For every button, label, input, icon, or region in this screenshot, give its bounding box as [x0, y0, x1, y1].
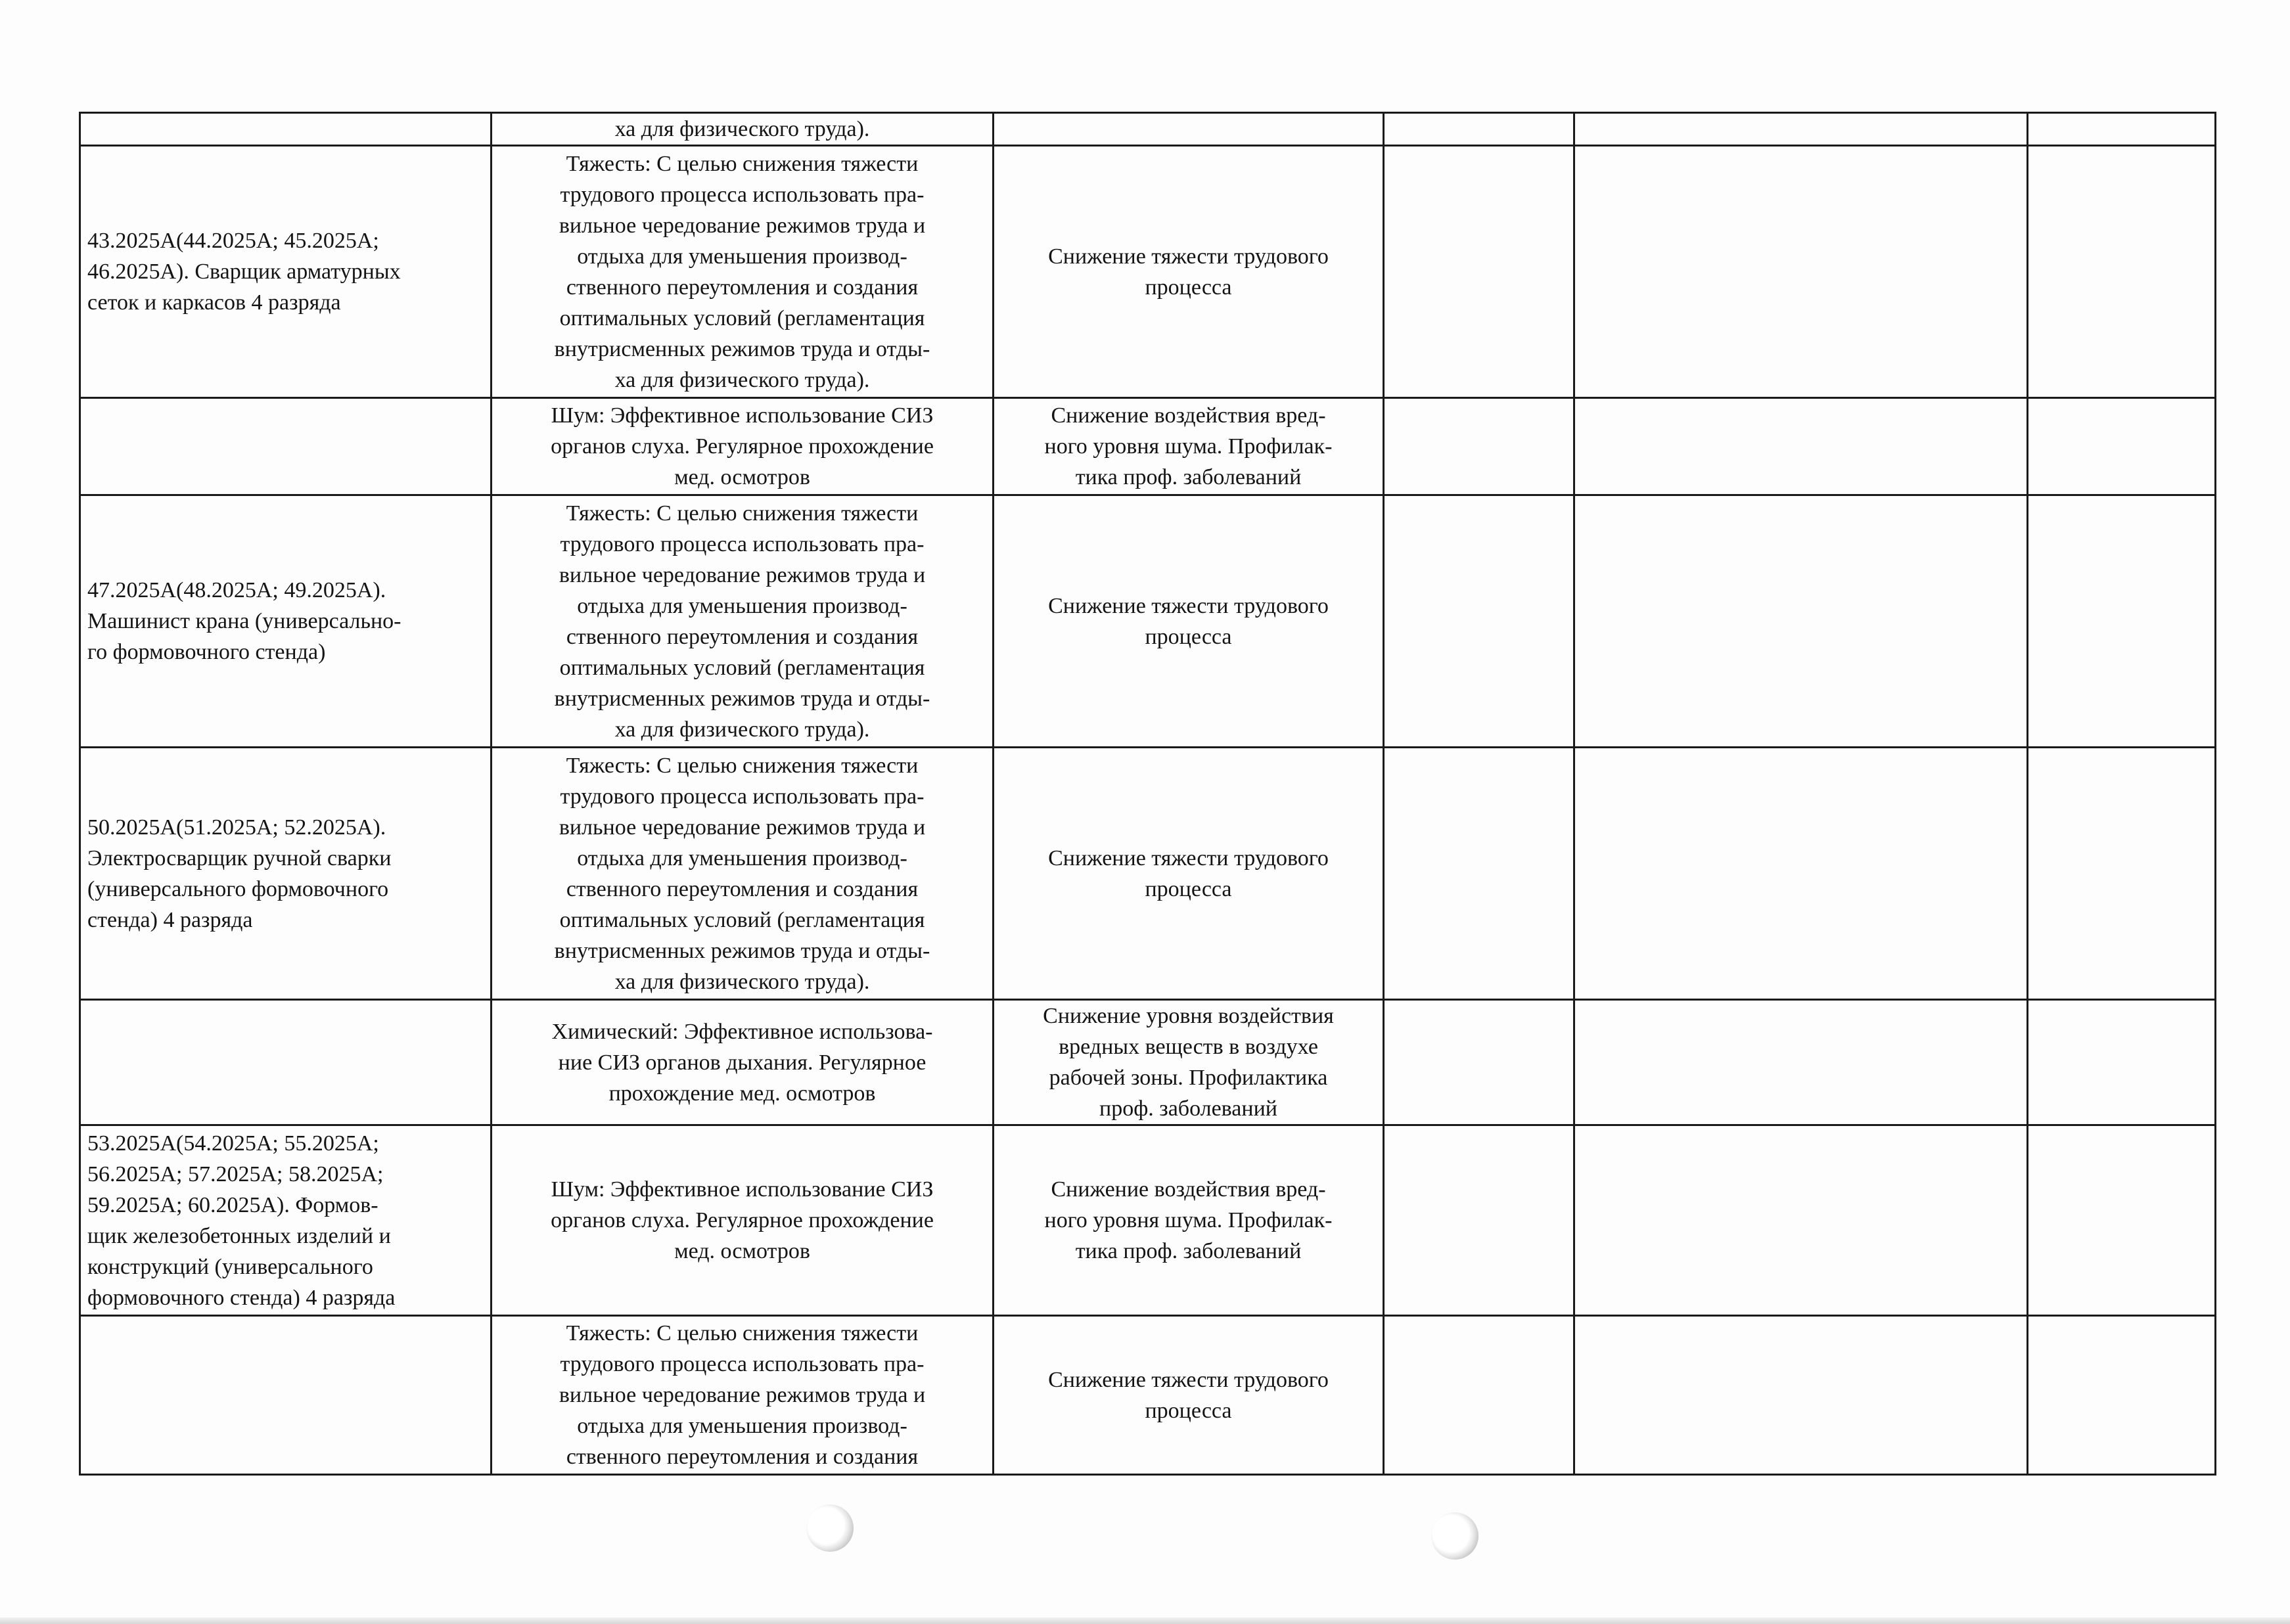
- measure-cell: [492, 748, 994, 1000]
- measure-text-line: Тяжесть: С целью снижения тяжести: [566, 151, 919, 176]
- deadline-cell: [1384, 1316, 1574, 1475]
- measure-cell: [492, 495, 994, 748]
- goal-text-line: процесса: [1145, 275, 1232, 300]
- responsible-cell: [1574, 398, 2028, 495]
- measure-text-line: ственного переутомления и создания: [566, 275, 919, 300]
- deadline-cell: [1384, 1000, 1574, 1125]
- position-cell: [80, 113, 492, 146]
- measure-text-line: отдыха для уменьшения производ-: [577, 244, 907, 269]
- table-row: [80, 113, 2216, 146]
- measures-table-body: [80, 113, 2216, 1475]
- goal-cell: [994, 146, 1384, 398]
- position-cell: [80, 1125, 492, 1316]
- position-text-line: го формовочного стенда): [87, 640, 326, 664]
- punch-hole-right: [1431, 1512, 1478, 1560]
- measure-text-line: ственного переутомления и создания: [566, 624, 919, 649]
- measure-text-line: мед. осмотров: [674, 1239, 810, 1263]
- measure-text-line: внутрисменных режимов труда и отды-: [554, 336, 930, 361]
- measure-text-line: оптимальных условий (регламентация: [559, 305, 925, 330]
- deadline-cell: [1384, 495, 1574, 748]
- measure-text-line: вильное чередование режимов труда и: [559, 562, 926, 587]
- note-cell: [2028, 1000, 2216, 1125]
- position-cell: [80, 1000, 492, 1125]
- measure-cell: [492, 113, 994, 146]
- measure-text-line: внутрисменных режимов труда и отды-: [554, 938, 930, 963]
- scanner-edge: [0, 1617, 2290, 1624]
- note-cell: [2028, 113, 2216, 146]
- position-cell: [80, 1316, 492, 1475]
- measure-text-line: Химический: Эффективное использова-: [551, 1019, 933, 1044]
- position-cell: [80, 398, 492, 495]
- deadline-cell: [1384, 146, 1574, 398]
- goal-cell: [994, 495, 1384, 748]
- position-cell: [80, 748, 492, 1000]
- measure-text-line: внутрисменных режимов труда и отды-: [554, 686, 930, 711]
- table-row: [80, 1000, 2216, 1125]
- goal-text-line: ного уровня шума. Профилак-: [1044, 1208, 1333, 1232]
- position-text-line: 43.2025А(44.2025А; 45.2025А;: [87, 229, 379, 253]
- position-text-line: сеток и каркасов 4 разряда: [87, 290, 341, 315]
- measure-text-line: ха для физического труда).: [614, 969, 870, 994]
- goal-cell: [994, 1125, 1384, 1316]
- measure-text-line: Шум: Эффективное использование СИЗ: [551, 403, 934, 428]
- measure-text-line: прохождение мед. осмотров: [608, 1081, 876, 1106]
- note-cell: [2028, 495, 2216, 748]
- responsible-cell: [1574, 113, 2028, 146]
- measure-text-line: органов слуха. Регулярное прохождение: [551, 434, 934, 459]
- goal-text-line: Снижение тяжести трудового: [1048, 1367, 1329, 1392]
- measure-text-line: оптимальных условий (регламентация: [559, 907, 925, 932]
- position-text-line: Машинист крана (универсально-: [87, 609, 401, 633]
- table-row: [80, 495, 2216, 748]
- measure-text-line: трудового процесса использовать пра-: [560, 531, 925, 556]
- table-row: [80, 1125, 2216, 1316]
- position-text-line: 59.2025А; 60.2025А). Формов-: [87, 1192, 378, 1217]
- deadline-cell: [1384, 113, 1574, 146]
- measure-text-line: ственного переутомления и создания: [566, 1445, 919, 1469]
- measure-text-line: ха для физического труда).: [614, 717, 870, 742]
- measure-text-line: оптимальных условий (регламентация: [559, 655, 925, 680]
- measure-text-line: ственного переутомления и создания: [566, 876, 919, 901]
- responsible-cell: [1574, 495, 2028, 748]
- measure-cell: [492, 1000, 994, 1125]
- measure-text-line: ха для физического труда).: [614, 117, 870, 141]
- responsible-cell: [1574, 1316, 2028, 1475]
- measure-text-line: отдыха для уменьшения производ-: [577, 846, 907, 870]
- measure-text-line: вильное чередование режимов труда и: [559, 1383, 926, 1407]
- table-row: [80, 398, 2216, 495]
- measure-text-line: отдыха для уменьшения производ-: [577, 1414, 907, 1438]
- punch-hole-left: [806, 1504, 854, 1552]
- deadline-cell: [1384, 748, 1574, 1000]
- table-row: [80, 146, 2216, 398]
- measure-text-line: Шум: Эффективное использование СИЗ: [551, 1177, 934, 1202]
- goal-text-line: вредных веществ в воздухе: [1059, 1035, 1318, 1059]
- goal-cell: [994, 748, 1384, 1000]
- deadline-cell: [1384, 398, 1574, 495]
- measure-text-line: мед. осмотров: [674, 465, 810, 489]
- note-cell: [2028, 748, 2216, 1000]
- position-text-line: 47.2025А(48.2025А; 49.2025А).: [87, 578, 386, 602]
- table-row: [80, 1316, 2216, 1475]
- position-text-line: 50.2025А(51.2025А; 52.2025А).: [87, 815, 386, 840]
- note-cell: [2028, 146, 2216, 398]
- measure-text-line: вильное чередование режимов труда и: [559, 213, 926, 238]
- note-cell: [2028, 1316, 2216, 1475]
- measure-text-line: трудового процесса использовать пра-: [560, 1352, 925, 1376]
- measure-text-line: вильное чередование режимов труда и: [559, 815, 926, 840]
- responsible-cell: [1574, 1000, 2028, 1125]
- measure-text-line: Тяжесть: С целью снижения тяжести: [566, 501, 919, 526]
- table-row: [80, 748, 2216, 1000]
- goal-text-line: Снижение тяжести трудового: [1048, 846, 1329, 870]
- measure-text-line: Тяжесть: С целью снижения тяжести: [566, 1321, 919, 1345]
- goal-text-line: Снижение воздействия вред-: [1051, 1177, 1326, 1202]
- goal-text-line: процесса: [1145, 1398, 1232, 1423]
- note-cell: [2028, 398, 2216, 495]
- position-text-line: 56.2025А; 57.2025А; 58.2025А;: [87, 1162, 384, 1186]
- position-text-line: конструкций (универсального: [87, 1254, 373, 1279]
- position-text-line: Электросварщик ручной сварки: [87, 846, 392, 870]
- responsible-cell: [1574, 748, 2028, 1000]
- position-text-line: щик железобетонных изделий и: [87, 1223, 391, 1248]
- goal-text-line: процесса: [1145, 624, 1232, 649]
- position-text-line: формовочного стенда) 4 разряда: [87, 1285, 396, 1310]
- position-text-line: 53.2025А(54.2025А; 55.2025А;: [87, 1131, 379, 1156]
- goal-cell: [994, 113, 1384, 146]
- position-text-line: 46.2025А). Сварщик арматурных: [87, 259, 401, 284]
- goal-text-line: процесса: [1145, 876, 1232, 901]
- goal-text-line: тика проф. заболеваний: [1075, 465, 1302, 489]
- position-text-line: (универсального формовочного: [87, 876, 389, 901]
- measure-cell: [492, 1125, 994, 1316]
- position-cell: [80, 495, 492, 748]
- measure-text-line: ние СИЗ органов дыхания. Регулярное: [558, 1050, 927, 1075]
- goal-cell: [994, 1316, 1384, 1475]
- measures-table: [79, 112, 2216, 1476]
- measure-text-line: отдыха для уменьшения производ-: [577, 593, 907, 618]
- goal-text-line: Снижение тяжести трудового: [1048, 244, 1329, 269]
- deadline-cell: [1384, 1125, 1574, 1316]
- goal-text-line: проф. заболеваний: [1099, 1096, 1277, 1121]
- goal-text-line: тика проф. заболеваний: [1075, 1239, 1302, 1263]
- goal-cell: [994, 398, 1384, 495]
- goal-text-line: ного уровня шума. Профилак-: [1044, 434, 1333, 459]
- goal-cell: [994, 1000, 1384, 1125]
- goal-text-line: Снижение воздействия вред-: [1051, 403, 1326, 428]
- measure-cell: [492, 146, 994, 398]
- position-cell: [80, 146, 492, 398]
- responsible-cell: [1574, 1125, 2028, 1316]
- goal-text-line: Снижение тяжести трудового: [1048, 593, 1329, 618]
- measure-text-line: ха для физического труда).: [614, 367, 870, 392]
- goal-text-line: рабочей зоны. Профилактика: [1049, 1066, 1328, 1090]
- position-text-line: стенда) 4 разряда: [87, 907, 253, 932]
- measure-cell: [492, 398, 994, 495]
- measure-cell: [492, 1316, 994, 1475]
- measure-text-line: Тяжесть: С целью снижения тяжести: [566, 753, 919, 778]
- responsible-cell: [1574, 146, 2028, 398]
- measure-text-line: трудового процесса использовать пра-: [560, 182, 925, 207]
- measure-text-line: трудового процесса использовать пра-: [560, 784, 925, 809]
- measure-text-line: органов слуха. Регулярное прохождение: [551, 1208, 934, 1232]
- goal-text-line: Снижение уровня воздействия: [1043, 1004, 1334, 1028]
- note-cell: [2028, 1125, 2216, 1316]
